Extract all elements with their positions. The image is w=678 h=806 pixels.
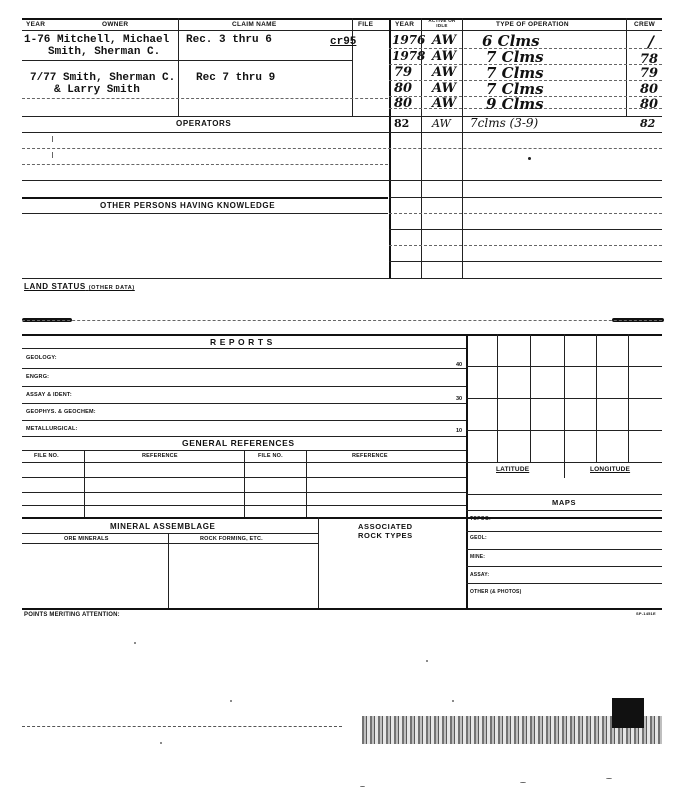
associated-title-1: ASSOCIATED [358,522,413,531]
report-engrg: ENGRG: [26,374,50,380]
operators-title: OPERATORS [176,119,232,128]
report-metallurgical: METALLURGICAL: [26,426,78,432]
report-assay-num: 30 [456,396,463,402]
map-mine: MINE: [470,554,486,560]
op-status-4: AW [432,81,457,96]
land-status-sub: (OTHER DATA) [88,285,135,291]
header-active-idle: ACTIVE OR IDLE [428,18,456,28]
ref-reference-1: REFERENCE [142,453,178,459]
mineral-assemblage-title: MINERAL ASSEMBLAGE [110,522,216,531]
points-meriting-attention: POINTS MERITING ATTENTION: [24,612,120,618]
reports-title: R E P O R T S [210,337,273,347]
header-claim-name: CLAIM NAME [232,21,277,28]
op-year-4: 80 [394,81,413,96]
longitude-label: LONGITUDE [590,466,631,473]
latitude-label: LATITUDE [496,466,530,473]
associated-title-2: ROCK TYPES [358,531,413,540]
op-year-2: 1978 [392,49,426,63]
rock-forming-label: ROCK FORMING, ETC. [200,536,263,542]
header-crew: CREW [634,21,656,28]
scan-noise-block [612,698,644,728]
claim-entry-3: Rec 7 thru 9 [196,72,276,84]
claim-entry-1: Rec. 3 thru 6 [186,34,272,46]
op-type-2: 7 Clms [486,48,544,66]
map-topog: TOPOG: [470,516,491,522]
op-crew-2: 78 [640,52,659,67]
owner-entry-2: Smith, Sherman C. [48,46,161,58]
land-status-label: LAND STATUS [24,282,86,291]
op-crew-4: 80 [640,82,659,97]
report-metallurgical-num: 10 [456,428,463,434]
report-geophys: GEOPHYS. & GEOCHEM: [26,409,96,415]
ref-file-no-2: FILE NO. [258,453,283,459]
op-status-3: AW [432,65,457,80]
op-type-1: 6 Clms [482,32,540,50]
op-crew-6: 82 [640,117,656,130]
owner-entry-1: 1-76 Mitchell, Michael [24,34,170,46]
op-crew-1: / [648,32,654,51]
report-geology: GEOLOGY: [26,355,57,361]
other-persons-title: OTHER PERSONS HAVING KNOWLEDGE [100,201,276,210]
ref-file-no-1: FILE NO. [34,453,59,459]
header-file: FILE [358,21,374,28]
general-references-title: GENERAL REFERENCES [182,438,295,448]
op-type-4: 7 Clms [486,80,544,98]
report-geology-num: 40 [456,362,463,368]
header-owner: OWNER [102,21,129,28]
op-type-5: 9 Clms [486,95,544,113]
op-year-3: 79 [394,65,413,80]
header-year: YEAR [26,21,46,28]
op-crew-5: 80 [640,97,659,112]
report-assay: ASSAY & IDENT: [26,392,72,398]
op-year-5: 80 [394,96,413,111]
op-status-2: AW [432,49,457,64]
map-other-photos: OTHER (& PHOTOS) [470,589,522,595]
op-status-5: AW [432,96,457,111]
ref-reference-2: REFERENCE [352,453,388,459]
op-crew-3: 79 [640,66,659,81]
maps-title: MAPS [552,498,577,507]
op-year-6: 82 [394,117,410,130]
form-number: SP-1451E [636,611,656,616]
owner-entry-4: & Larry Smith [54,84,140,96]
land-status-title [24,282,135,291]
op-type-3: 7 Clms [486,64,544,82]
map-geol: GEOL: [470,535,487,541]
file-entry-1: cr95 [330,36,357,48]
header-type-of-operation: TYPE OF OPERATION [496,21,569,28]
header-year-ops: YEAR [395,21,415,28]
owner-entry-3: 7/77 Smith, Sherman C. [30,72,176,84]
map-assay: ASSAY: [470,572,490,578]
op-type-6: 7clms (3-9) [470,116,539,130]
op-status-1: AW [432,33,457,48]
ore-minerals-label: ORE MINERALS [64,536,109,542]
op-status-6: AW [432,117,451,130]
op-year-1: 1976 [392,33,426,47]
